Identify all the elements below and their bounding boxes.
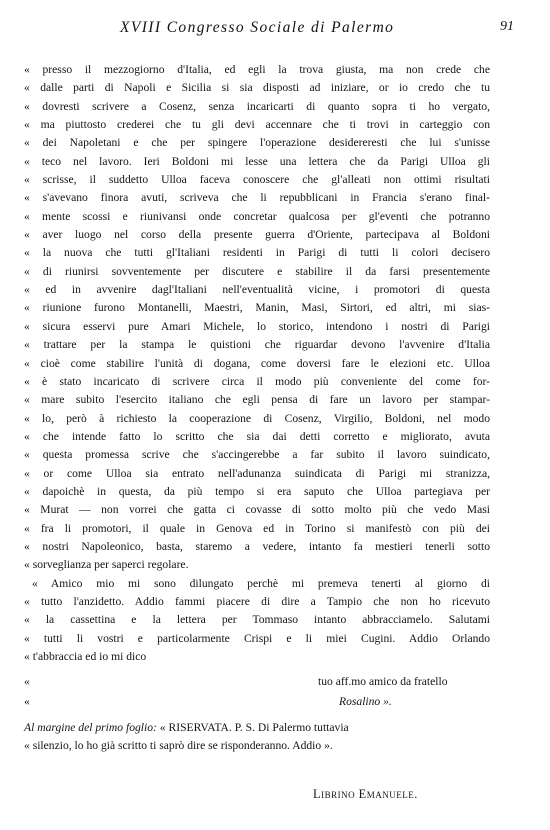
text-line: « che intende fatto lo scritto che sia dai detti corretto e migliorato, avuta bbox=[24, 429, 490, 443]
text-line: « la cassettina e la lettera per Tommaso intanto abbracciamelo. Salutami bbox=[24, 613, 490, 627]
signature: Librino Emanuele. bbox=[313, 787, 418, 801]
running-header bbox=[0, 19, 550, 39]
running-title: XVIII Congresso Sociale di Palermo bbox=[120, 19, 395, 36]
text-line: « di riunirsi sovventemente per discutere e stabilire il da farsi presentemente bbox=[24, 264, 490, 278]
text-line: « presso il mezzogiorno d'Italia, ed egli la trova giusta, ma non crede che bbox=[24, 63, 490, 76]
text-line: « dapoichè in questa, da più tempo si era saputo che Ulloa partegiava per bbox=[24, 484, 490, 498]
letter-body bbox=[24, 61, 490, 666]
closing-name: Rosalino ». bbox=[339, 695, 392, 708]
text-line: « ed in avvenire dagl'Italiani nell'eventualità vicine, i promotori di questa bbox=[24, 283, 490, 297]
text-line: « la nuova che tutti gl'Italiani residenti in Parigi di tutti li colori decisero bbox=[24, 246, 490, 260]
text-line: « or come Ulloa sia entrato nell'adunanza suindicata di Parigi mi stranizza, bbox=[24, 466, 490, 480]
text-line: « Murat — non vorrei che gatta ci covasse di sotto molto più che vedo Masi bbox=[24, 503, 490, 517]
text-line: « nostri Napoleonico, basta, staremo a vedere, intanto fa mestieri tenerli sotto bbox=[24, 539, 490, 553]
page-number: 91 bbox=[500, 19, 514, 34]
text-line: « questa promessa scrive che s'accingerebbe a far subito il lavoro suindicato, bbox=[24, 448, 490, 462]
text-line: « teco nel lavoro. Ieri Boldoni mi lesse una lettera che da Parigi Ulloa gli bbox=[24, 154, 490, 168]
text-line: « lo, però à richiesto la cooperazione di Cosenz, Virgilio, Boldoni, nel modo bbox=[24, 411, 490, 425]
text-line: « sicura esservi pure Amari Michele, lo storico, intendono i nostri di Parigi bbox=[24, 319, 490, 333]
text-line: « tutti li vostri e particolarmente Crispi e li miei Cugini. Addio Orlando bbox=[24, 631, 490, 645]
text-line: « dovresti scrivere a Cosenz, senza incaricarti di quanto sopra ti ho vergato, bbox=[24, 99, 490, 113]
text-line: « cioè come stabilire l'unità di dogana, come doversi fare le elezioni etc. Ulloa bbox=[24, 356, 490, 370]
text-line: « è stato incaricato di scrivere circa il modo più conveniente del come for- bbox=[24, 374, 490, 388]
closing-quote-mark: « bbox=[24, 695, 30, 708]
margin-note bbox=[24, 719, 490, 756]
text-line: « dei Napoletani e che per spingere l'operazione desidereresti che lui s'unisse bbox=[24, 136, 490, 150]
text-line: « s'avevano finora avuti, scriveva che li repubblicani in Francia s'erano final- bbox=[24, 191, 490, 205]
text-line: « trattare per la stampa le quistioni che riguardar devono l'avvenire d'Italia bbox=[24, 338, 490, 352]
margin-note-line: « silenzio, lo ho già scritto ti saprò dire se risponderanno. Addio ». bbox=[24, 739, 333, 753]
text-line: « mente scossi e riunivansi onde concretar qualcosa per gl'eventi che potranno bbox=[24, 209, 490, 223]
text-line: « scrisse, il suddetto Ulloa faceva conoscere che gl'alleati non ottimi risultati bbox=[24, 173, 490, 187]
closing-signoff: tuo aff.mo amico da fratello bbox=[318, 675, 448, 688]
text-line: « aver luogo nel corso della presente guerra d'Oriente, partecipava al Boldoni bbox=[24, 228, 490, 242]
text-line: « riunione furono Montanelli, Maestri, Manin, Masi, Sirtori, ed altri, mi sias- bbox=[24, 301, 490, 315]
text-line: « dalle parti di Napoli e Sicilia si sia disposti ad iniziare, or io credo che tu bbox=[24, 81, 490, 95]
text-line: « Amico mio mi sono dilungato perchè mi premeva tenerti al giorno di bbox=[32, 576, 490, 590]
margin-note-line bbox=[24, 719, 490, 737]
margin-note-text: « RISERVATA. P. S. Di Palermo tuttavia bbox=[156, 721, 349, 734]
text-line: « tutto l'anzidetto. Addio fammi piacere di dire a Tampio che non ho ricevuto bbox=[24, 594, 490, 608]
text-line: « ma piuttosto crederei che tu gli devi accennare che ti trovi in carteggio con bbox=[24, 118, 490, 132]
text-line: « sorveglianza per saperci regolare. bbox=[24, 558, 189, 572]
text-line: « fra li promotori, il quale in Genova ed in Torino si manifestò con più dei bbox=[24, 521, 490, 535]
closing-quote-mark: « bbox=[24, 675, 30, 688]
text-line: « t'abbraccia ed io mi dico bbox=[24, 650, 147, 663]
margin-note-label: Al margine del primo foglio: bbox=[24, 721, 157, 734]
text-line: « mare subito l'esercito italiano che egli pensa di fare un lavoro per stampar- bbox=[24, 393, 490, 407]
